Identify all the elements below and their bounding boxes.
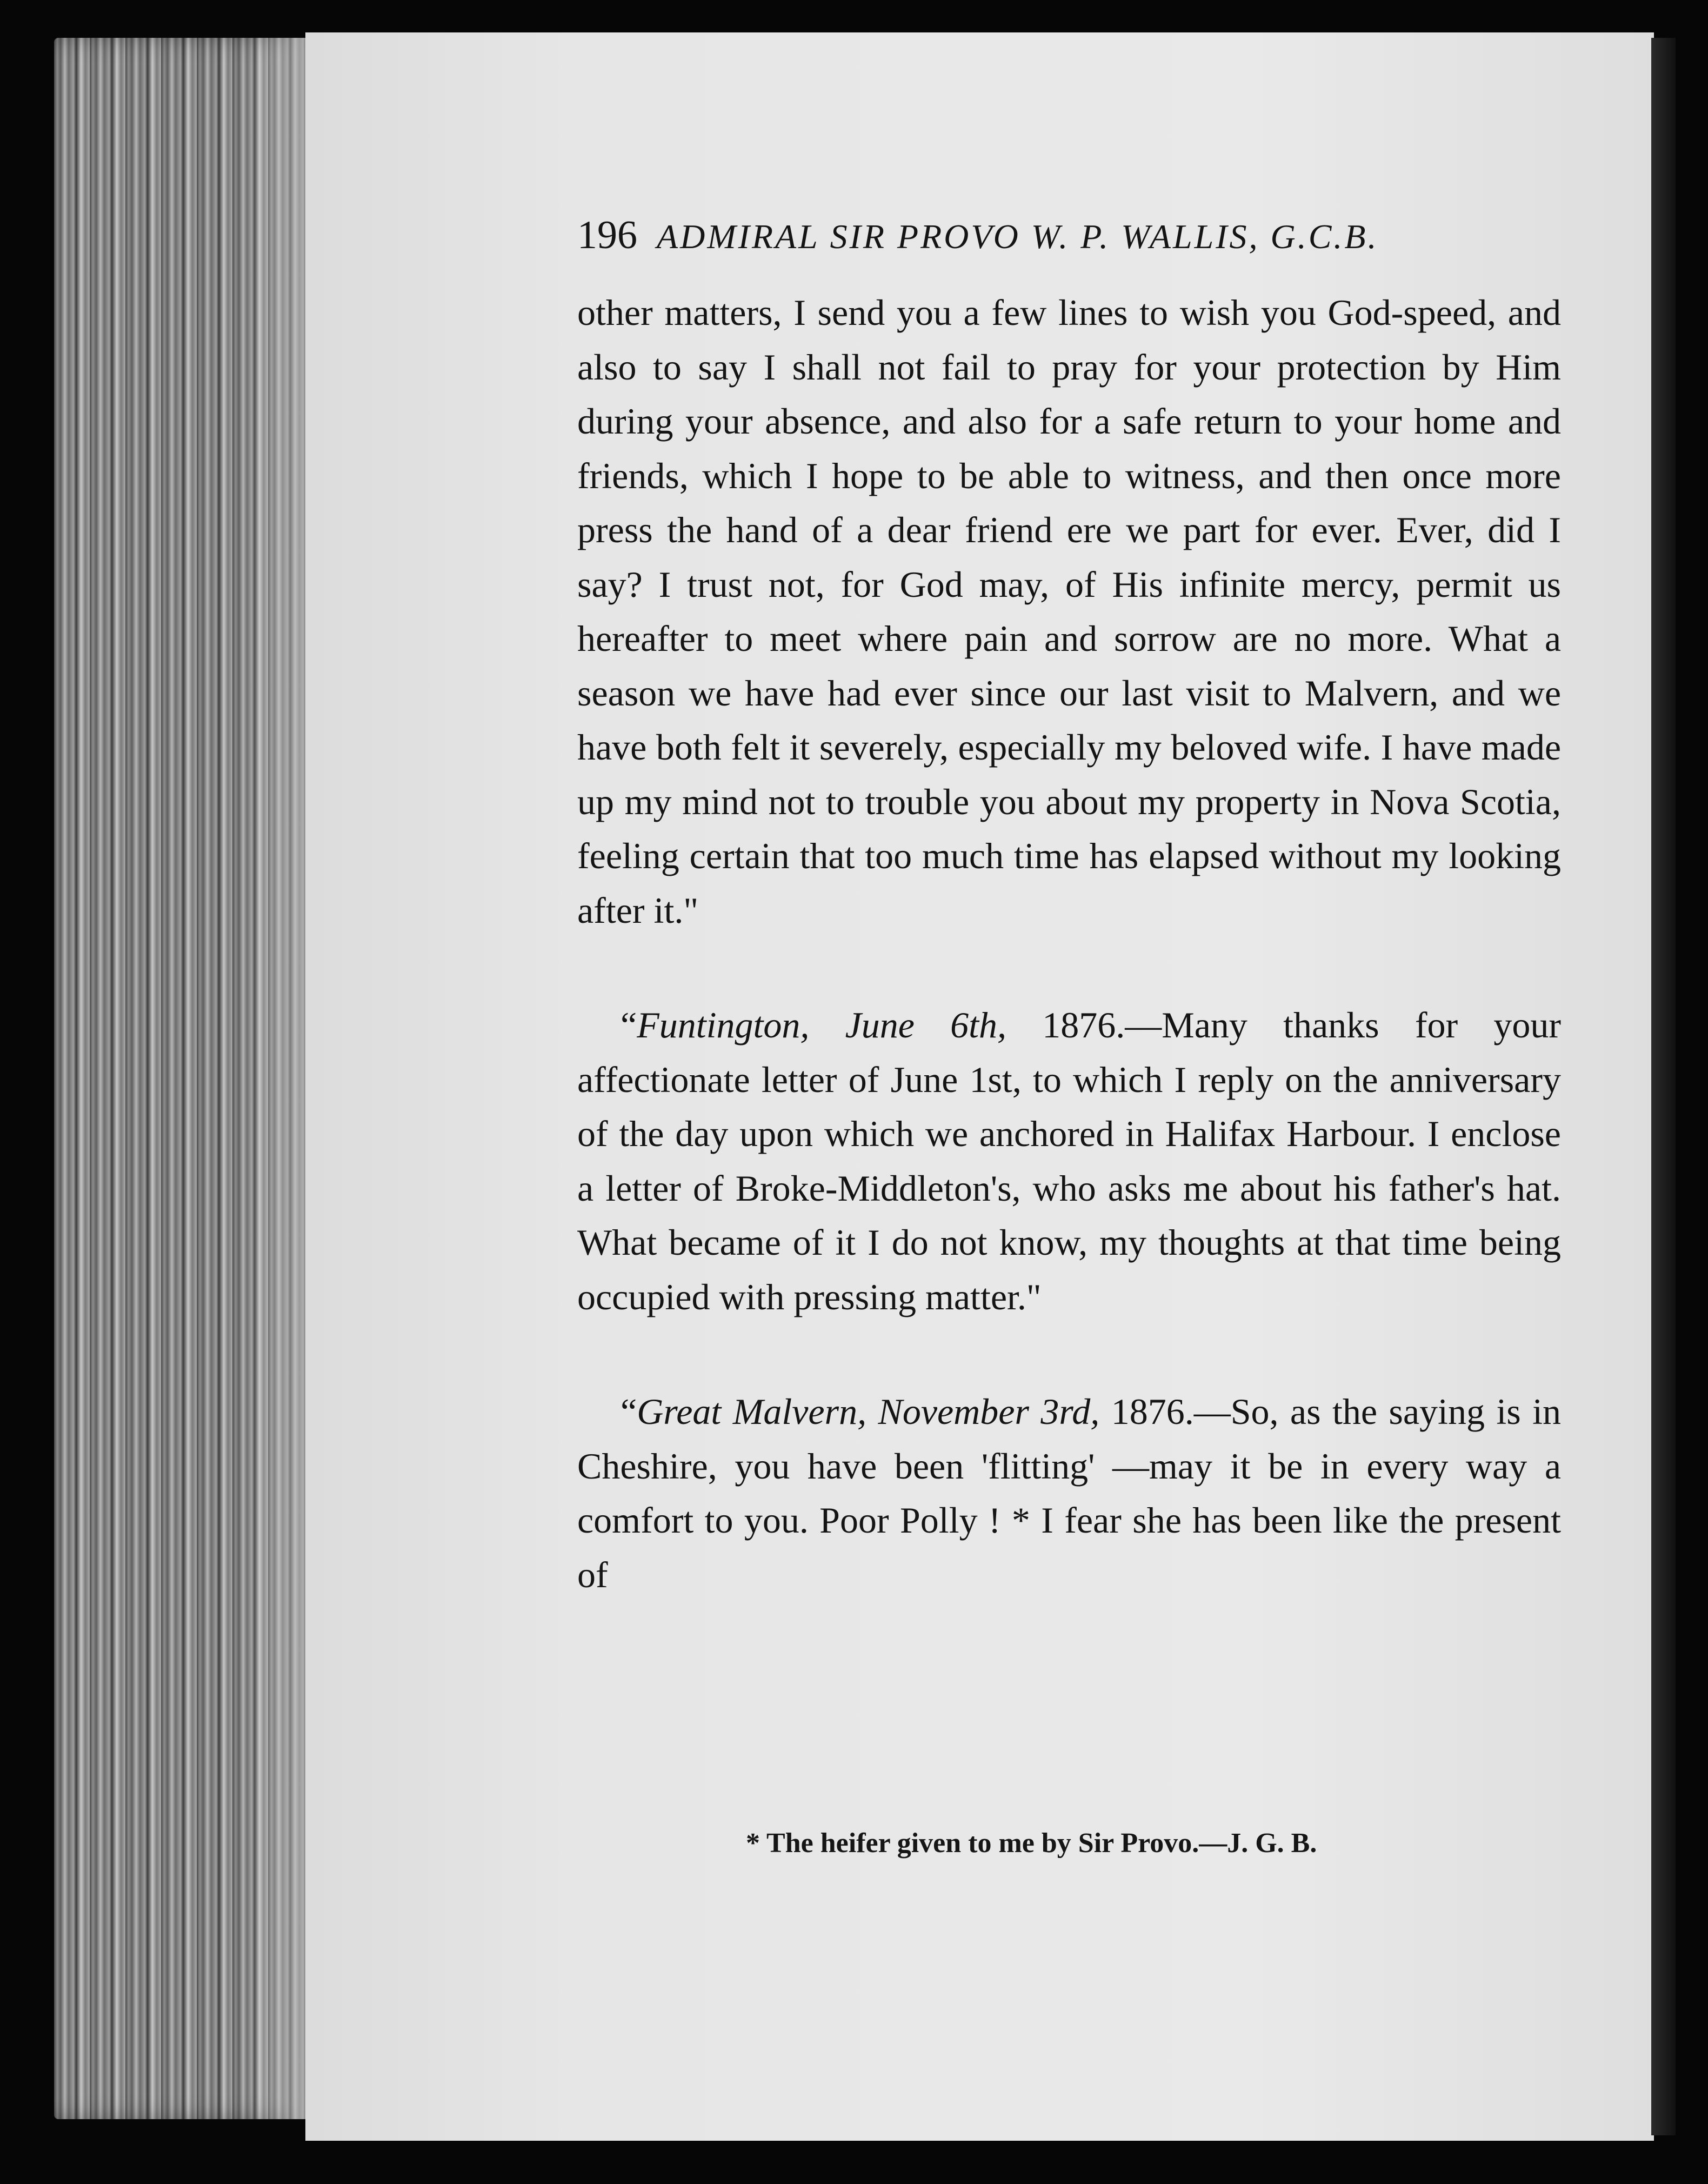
running-header [577, 205, 1561, 265]
paragraph-text: —Many thanks for your affectionate letter of June 1st, to which I reply on the anniversary of the day upon which we anchored in Halifax Harbour. I enclose a letter of Broke-Middleton's, who asks me about his father's hat. What became of it I do not know, my thoughts at that time being occupied with pressing matter." [577, 1004, 1561, 1317]
paragraph-malvern-letter: “Great Malvern, November 3rd, 1876.—So, as the saying is in Cheshire, you have been 'flitting' —may it be in every way a comfort to you. Poor Polly ! * I fear she has been like the present of [577, 1391, 1561, 1595]
letter-year: 1876. [1042, 1004, 1125, 1046]
running-title: ADMIRAL SIR PROVO W. P. WALLIS, G.C.B. [657, 217, 1379, 256]
page-number: 196 [577, 213, 637, 257]
page-text [577, 205, 1561, 1602]
letter-year: 1876. [1111, 1391, 1194, 1432]
letter-place-date: Great Malvern, November 3rd, [637, 1391, 1100, 1432]
footnote: * The heifer given to me by Sir Provo.—J. G. B. [746, 1828, 1317, 1859]
book-page-edges [54, 38, 308, 2119]
paragraph-letter-continuation [577, 285, 1561, 937]
page-binding-shadow [1651, 38, 1676, 2135]
paragraph-text: other matters, I send you a few lines to wish you God-speed, and also to say I shall not fail to pray for your protection by Him during your absence, and also for a safe return to your home and friends, which I hope to be able to witness, and then once more press the hand of a dear friend ere we part for ever. Ever, did I say? I trust not, for God may, of His infinite mercy, permit us hereafter to meet where pain and sorrow are no more. What a season we have had ever since our last visit to Malvern, and we have both felt it severely, especially my beloved wife. I have made up my mind not to trouble you about my property in Nova Scotia, feeling certain that too much time has elapsed without my looking after it." [577, 292, 1561, 931]
paragraph-funtington-letter: “Funtington, June 6th, 1876.—Many thanks for your affectionate letter of June 1st, to which I reply on the anniversary of the day upon which we anchored in Halifax Harbour. I enclose a letter of Broke-Middleton's, who asks me about his father's hat. What became of it I do not know, my thoughts at that time being occupied with pressing matter." [577, 1004, 1561, 1317]
paragraph-text: —So, as the saying is in Cheshire, you have been 'flitting' —may it be in every way a comfort to you. Poor Polly ! * I fear she has been like the present of [577, 1391, 1561, 1595]
letter-place-date: Funtington, June 6th, [637, 1004, 1007, 1046]
